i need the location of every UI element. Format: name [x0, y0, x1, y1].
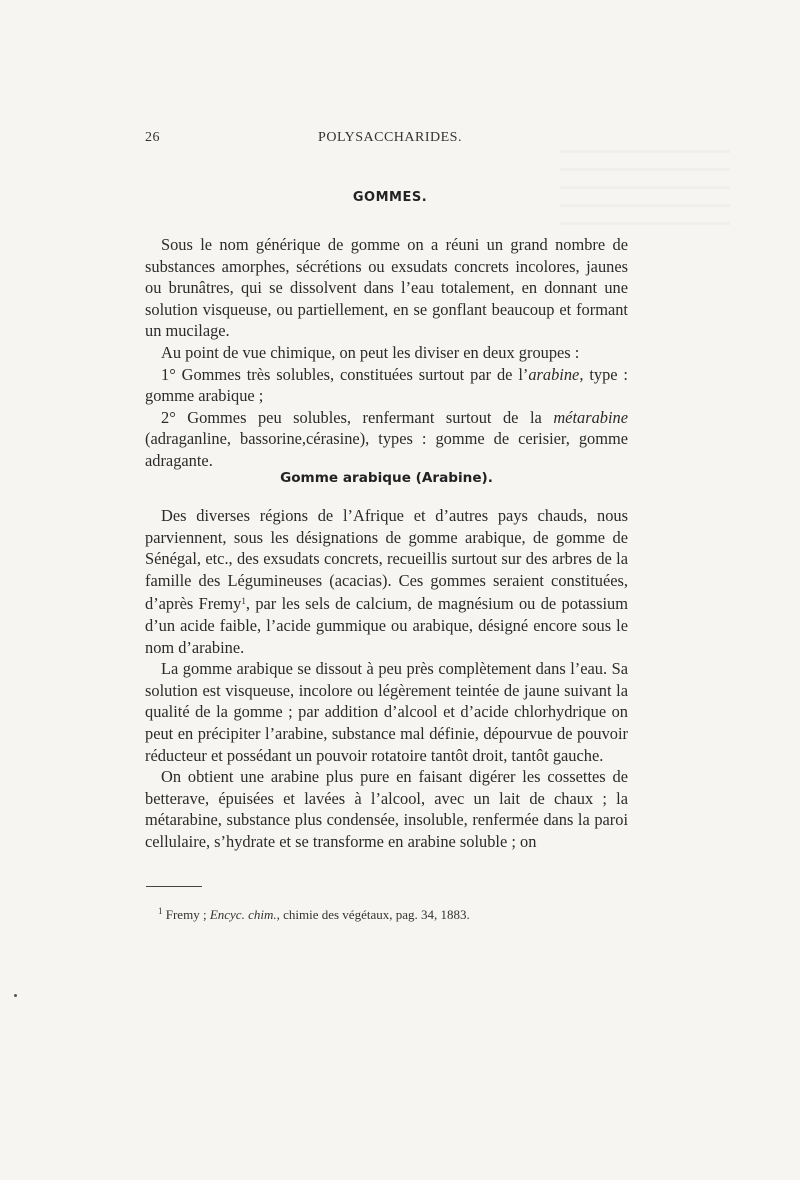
body-paragraph: On obtient une arabine plus pure en faisant digérer les cossettes de betterave, épuisées et lavées à l’alcool, avec un lait de chaux ; la métarabine, substance plus condensée, insoluble, renfermée dans la paroi cellulaire, s’hydrate et se transforme en arabine soluble ; on — [145, 767, 628, 851]
running-title: POLYSACCHARIDES. — [318, 130, 462, 145]
body-text-span: , par les sels de calcium, de magnésium ou de potassium d’un acide faible, l’acide gummique ou arabique, désigné encore sous le nom d’arabine. — [145, 594, 628, 657]
intro-paragraph: Sous le nom générique de gomme on a réuni un grand nombre de substances amorphes, sécrétions ou exsudats concrets incolores, jaunes ou brunâtres, qui se dissolvent dans l’eau totalement, en donnant une solution visqueuse, ou partiellement, en se gonflant beaucoup et formant un mucilage. — [145, 235, 628, 341]
body-text-span: Des diverses régions de l’Afrique et d’autres pays chauds, nous parviennent, sous les désignations de gomme arabique, de gomme de Sénégal, etc., des exsudats concrets, recueillis surtout sur des arbres de la famille des Légumineuses (acacias). Ces gommes seraient constituées, d’après Fremy — [145, 506, 628, 614]
section-title: GOMMES. — [352, 190, 428, 205]
subheading: Gomme arabique (Arabine). — [280, 470, 493, 486]
footnote-divider — [146, 886, 202, 887]
list-item-text: 2° Gommes peu solubles, renfermant surtout de la — [161, 407, 554, 427]
list-item-text: , type : gomme arabique ; — [145, 364, 628, 406]
list-item-text: (adraganline, bassorine,cérasine), types : gomme de cerisier, gomme adragante. — [145, 429, 628, 470]
term-arabine: arabine — [528, 364, 580, 384]
footnote — [158, 906, 618, 923]
paper-speck — [14, 994, 17, 997]
footnote-marker: 1 — [158, 906, 163, 916]
footnote-work: Encyc. chim. — [209, 907, 277, 922]
list-item-text: 1° Gommes très solubles, constituées surtout par de l’ — [161, 364, 529, 384]
intro-paragraph: Au point de vue chimique, on peut les diviser en deux groupes : — [161, 342, 580, 362]
body-text — [145, 505, 628, 853]
intro-text — [145, 234, 628, 472]
footnote-reference: 1 — [241, 596, 246, 607]
page-number: 26 — [145, 130, 160, 145]
term-metarabine: métarabine — [553, 407, 628, 427]
footnote-details: , chimie des végétaux, pag. 34, 1883. — [276, 907, 470, 922]
body-paragraph — [145, 505, 628, 658]
list-item — [145, 364, 628, 407]
list-item — [145, 407, 628, 472]
footnote-author: Fremy ; — [165, 907, 210, 922]
body-paragraph: La gomme arabique se dissout à peu près complètement dans l’eau. Sa solution est visqueuse, incolore ou légèrement teintée de jaune suivant la qualité de la gomme ; par addition d’alcool et d’acide chlorhydrique on peut en précipiter l’arabine, substance mal définie, dépourvue de pouvoir réducteur et possédant un pouvoir rotatoire tantôt droit, tantôt gauche. — [145, 659, 628, 765]
